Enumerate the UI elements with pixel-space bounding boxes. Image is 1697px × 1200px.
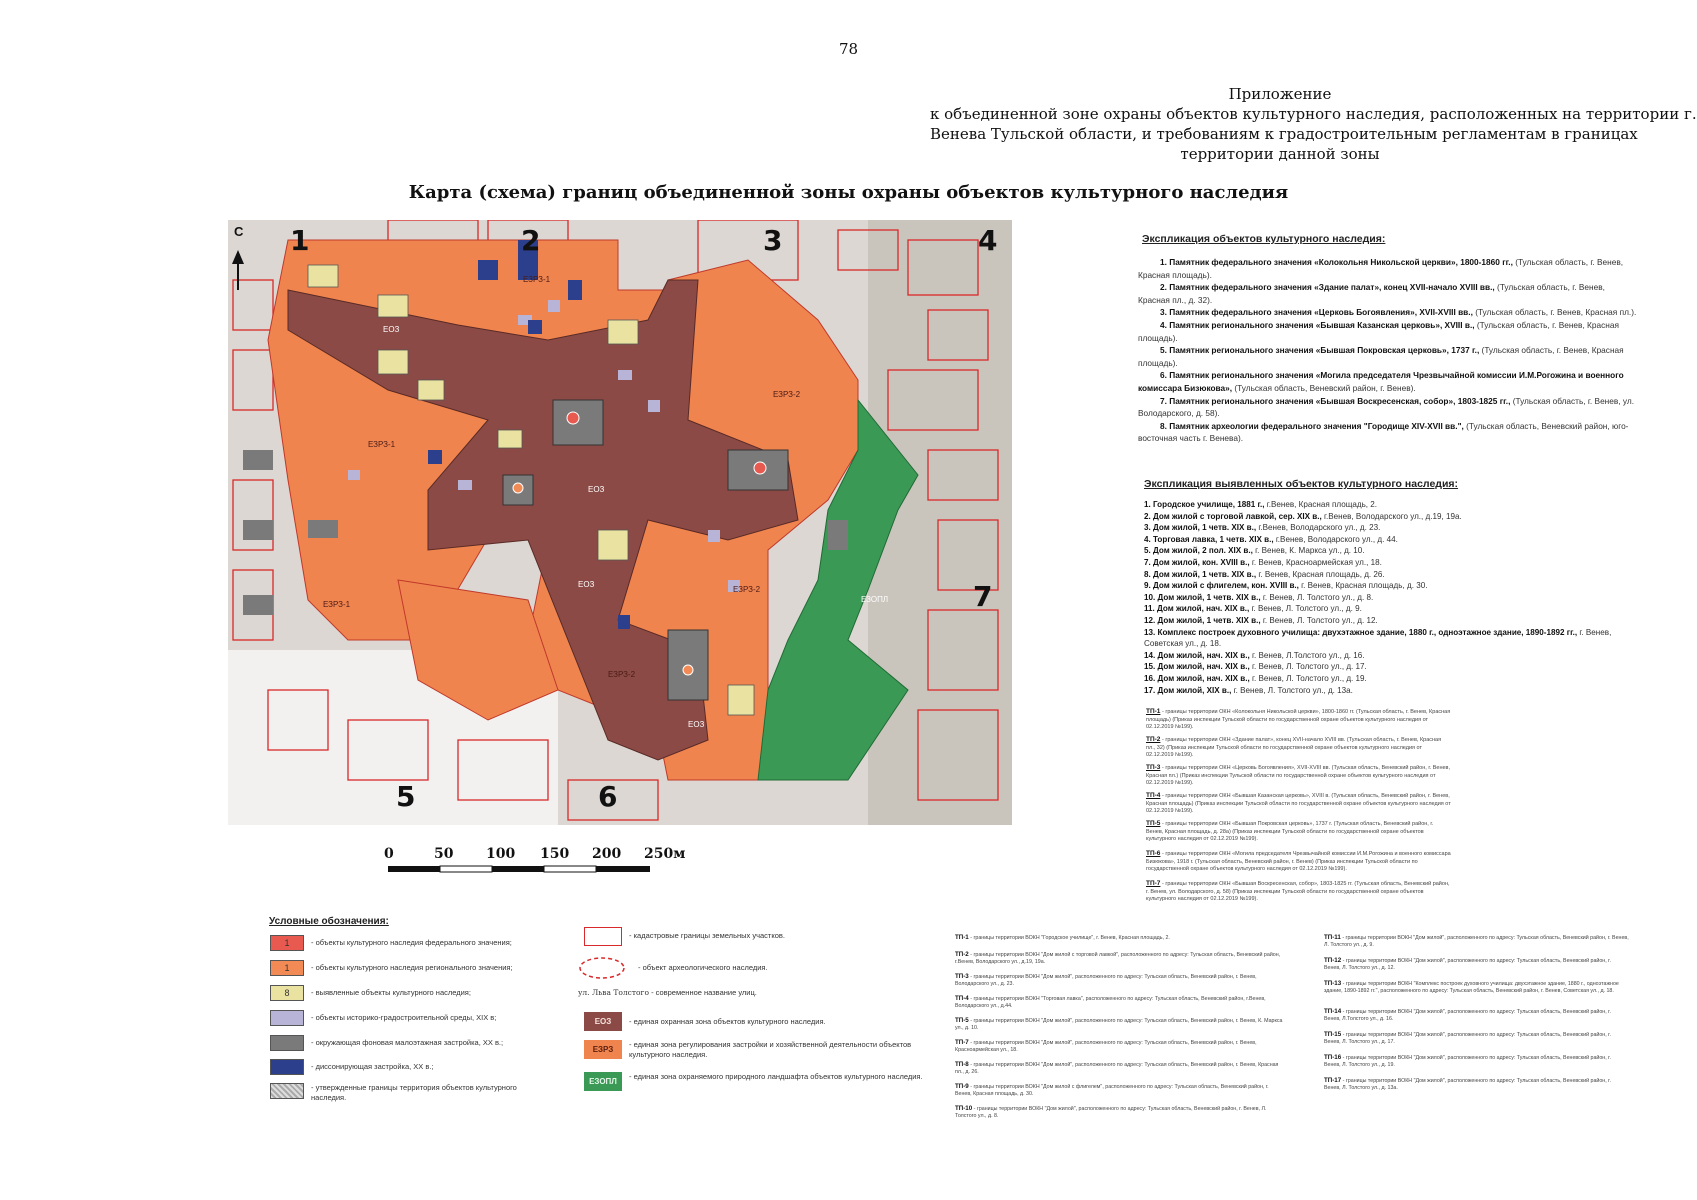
legend-text: - объект археологического наследия.	[638, 963, 768, 972]
item-title: 2. Памятник федерального значения «Здание палат», конец XVII-начало XVIII вв.,	[1160, 282, 1495, 293]
explication-item	[1144, 569, 1644, 581]
vokn-item	[955, 1017, 1285, 1032]
scale-label: 150	[540, 846, 570, 862]
explication-identified-list	[1144, 499, 1644, 696]
zone-label: ЕОЗ	[588, 485, 605, 494]
vokn-text: - границы территории ВОКН "Комплекс построек духовного училища: двухэтажное здание, 1880 г., одноэтажное здание, 1890-1892 гг.", расположенного по адресу: Тульская область, Веневский район, г. Венев, Советская ул., д. 18.	[1324, 981, 1619, 995]
tp-code: ТП-3	[1146, 764, 1161, 771]
vokn-text: - границы территории ВОКН "Дом жилой", расположенного по адресу: Тульская область, Веневский район, г. Венев, Володарского ул., д. 23.	[955, 974, 1257, 988]
item-title: 11. Дом жилой, нач. XIX в.,	[1144, 604, 1250, 614]
scale-label: 200	[592, 846, 622, 862]
tp-item	[1146, 792, 1451, 816]
scale-ruler	[384, 864, 654, 874]
tp-item	[1146, 880, 1451, 904]
item-detail: г. Венев, Л. Толстого ул., д. 19.	[1249, 673, 1367, 683]
scale-label: 50	[434, 846, 454, 862]
item-detail: (Тульская область, г. Венев, Красная площадь).	[1138, 257, 1624, 280]
item-detail: г.Венев, Красная площадь, 2.	[1264, 500, 1378, 509]
tp-text: - границы территории ОКН «Здание палат», конец XVII-начало XVIII вв. (Тульская область, г. Венев, Красная пл., 32) (Приказ инспекции Тульской области по государственной охране объектов культурного наследия от 02.12.2019 №199).	[1146, 737, 1442, 759]
item-title: 5. Памятник регионального значения «Бывшая Покровская церковь», 1737 г.,	[1160, 345, 1480, 356]
vokn-text: - границы территории ВОКН "Торговая лавка", расположенного по адресу: Тульская область, Веневский район, г.Венев, Володарского ул., д.44.	[955, 996, 1266, 1010]
item-title: 1. Городское училище, 1881 г.,	[1144, 500, 1265, 509]
vokn-text: - границы территории ВОКН "Дом жилой", расположенного по адресу: Тульская область, Веневский район, г. Венев, Л.Толстого ул., д. 16.	[1324, 1009, 1611, 1023]
vokn-item	[1324, 1008, 1629, 1023]
item-detail: (Тульская область, Веневский район, г. Венев).	[1232, 382, 1416, 393]
explication-item	[1144, 499, 1644, 511]
tp-text: - границы территории ОКН «Могила председателя Чрезвычайной комиссии И.М.Рогожина и военного комиссара Бизюкова», 1918 г. (Тульская область, Веневский район, г. Венев) (Приказ инспекции Тульской области по государственной охране объектов культурного наследия от 02.12.2019 №199).	[1146, 851, 1451, 873]
zone-label: ЕОЗ	[578, 580, 595, 589]
vokn-text: - границы территории ВОКН "Дом жилой", расположенного по адресу: Тульская область, Веневский район, г. Венев, Красная пл., д. 26.	[955, 1062, 1279, 1076]
item-detail: г. Венев, К. Маркса ул., д. 10.	[1252, 546, 1365, 556]
appendix-line: Приложение	[1228, 85, 1332, 103]
zone-label: ЕОЗ	[383, 325, 400, 334]
item-detail: г. Венев, Красная площадь, д. 26.	[1256, 569, 1385, 579]
tp-code: ТП-1	[1146, 708, 1161, 715]
item-title: 3. Дом жилой, 1 четв. XIX в.,	[1144, 523, 1257, 533]
legend-text: - окружающая фоновая малоэтажная застройка, XX в.;	[311, 1038, 504, 1047]
swatch-eoz: ЕОЗ	[584, 1012, 622, 1031]
vokn-item	[955, 1083, 1285, 1098]
legend-text: - утвержденные границы территория объектов культурного наследия.	[311, 1083, 517, 1102]
vokn-text: - границы территории ВОКН "Дом жилой", расположенного по адресу: Тульская область, Веневский район, г. Венев, Л. Толстого ул., д. 17.	[1324, 1032, 1611, 1046]
street-sample: ул. Льва Толстого	[578, 988, 649, 997]
explication-item	[1144, 522, 1644, 534]
tp-code: ТП-6	[1146, 850, 1161, 857]
vokn-code: ТП-9	[955, 1083, 969, 1090]
tp-item	[1146, 708, 1451, 732]
vokn-item	[1324, 934, 1629, 949]
tp-item	[1146, 850, 1451, 874]
legend-text: - кадастровые границы земельных участков.	[629, 931, 785, 940]
vokn-item	[955, 1061, 1285, 1076]
explication-item	[1138, 420, 1638, 445]
explication-item	[1144, 661, 1644, 673]
appendix-line: к объединенной зоне охраны объектов культурного наследия, расположенных на территории г.	[930, 105, 1697, 123]
vokn-code: ТП-1	[955, 934, 969, 941]
page-number: 78	[838, 40, 859, 58]
vokn-text: - границы территории ВОКН "Дом жилой", расположенного по адресу: Тульская область, Веневский район, г. Венев, Л. Толстого ул., д. 9.	[1324, 935, 1629, 949]
zone-label: ЕОЗ	[688, 720, 705, 729]
swatch-background	[270, 1035, 304, 1051]
tp-item	[1146, 820, 1451, 844]
explication-item	[1144, 650, 1644, 662]
vokn-code: ТП-5	[955, 1017, 969, 1024]
vokn-code: ТП-16	[1324, 1054, 1342, 1061]
swatch-archaeology	[578, 955, 626, 981]
explication-item	[1144, 580, 1644, 592]
legend-title: Условные обозначения:	[269, 916, 389, 927]
map-canvas[interactable]	[228, 220, 1012, 825]
explication-item	[1144, 627, 1644, 650]
explication-item	[1144, 615, 1644, 627]
item-detail: (Тульская область, г. Венев, ул. Володарского, д. 58).	[1138, 395, 1635, 419]
legend-text: - единая охранная зона объектов культурного наследия.	[629, 1017, 826, 1026]
item-detail: г.Венев, Володарского ул., д. 23.	[1256, 523, 1381, 533]
map-svg	[228, 220, 1012, 825]
item-title: 2. Дом жилой с торговой лавкой, сер. XIX в.,	[1144, 511, 1322, 521]
vokn-item	[955, 973, 1285, 988]
vokn-text: - границы территории ВОКН "Городское училище", г. Венев, Красная площадь, 2.	[970, 935, 1170, 941]
item-detail: (Тульская область, г. Венев, Красная площадь).	[1138, 345, 1624, 368]
explication-cultural-list	[1138, 256, 1638, 445]
swatch-regional: 1	[270, 960, 304, 976]
vokn-code: ТП-14	[1324, 1008, 1342, 1015]
grid-number: 5	[396, 780, 416, 813]
vokn-code: ТП-12	[1324, 957, 1342, 964]
item-title: 8. Памятник археологии федерального значения "Городище XIV-XVII вв.",	[1160, 420, 1464, 431]
scale-label: 100	[486, 846, 516, 862]
explication-item	[1144, 545, 1644, 557]
vokn-item	[955, 951, 1285, 966]
explication-cultural-title: Экспликация объектов культурного наследия:	[1142, 233, 1386, 245]
explication-item	[1144, 592, 1644, 604]
explication-item	[1144, 534, 1644, 546]
item-title: 6. Памятник регионального значения «Могила председателя Чрезвычайной комиссии И.М.Рогожина и военного комиссара Бизюкова»,	[1138, 370, 1624, 393]
explication-item	[1144, 685, 1644, 697]
item-title: 16. Дом жилой, нач. XIX в.,	[1144, 673, 1250, 683]
explication-item	[1138, 319, 1638, 344]
vokn-item	[955, 995, 1285, 1010]
vokn-text: - границы территории ВОКН "Дом жилой", расположенного по адресу: Тульская область, Веневский район, г. Венев, Л. Толстого ул., д. 19.	[1324, 1055, 1611, 1069]
vokn-item	[1324, 980, 1629, 995]
tp-code: ТП-7	[1146, 880, 1161, 887]
item-detail: г. Венев, Красная площадь, д. 30.	[1298, 581, 1428, 591]
item-detail: г. Венев, Л. Толстого ул., д. 17.	[1249, 662, 1367, 672]
vokn-code: ТП-10	[955, 1105, 973, 1112]
explication-item	[1138, 256, 1638, 281]
tp-item	[1146, 764, 1451, 788]
appendix-line: Венева Тульской области, и требованиям к градостроительным регламентам в границах	[930, 125, 1638, 143]
explication-item	[1144, 603, 1644, 615]
swatch-cadastral	[584, 927, 622, 946]
legend-text: - объекты историко-градостроительной среды, XIX в;	[311, 1013, 497, 1022]
tp-code: ТП-5	[1146, 820, 1161, 827]
explication-item	[1144, 557, 1644, 569]
item-detail: (Тульская область, г. Венев, Красная пл., д. 32).	[1138, 282, 1605, 305]
item-detail: (Тульская область, Веневский район, юго-восточная часть г. Венева).	[1138, 420, 1629, 444]
explication-item	[1144, 511, 1644, 523]
item-title: 9. Дом жилой с флигелем, кон. XVIII в.,	[1144, 581, 1299, 591]
tp-item	[1146, 736, 1451, 760]
vokn-text: - границы территории ВОКН "Дом жилой", расположенного по адресу: Тульская область, Веневский район, г. Венев, К. Маркса ул., д. 10.	[955, 1018, 1283, 1032]
grid-number: 4	[978, 224, 998, 257]
tp-text: - границы территории ОКН «Бывшая Воскресенская, собор», 1803-1825 гг. (Тульская область, Веневский район, г. Венев, ул. Володарского, д. 58) (Приказ инспекции Тульской области по государственной охране объектов культурного наследия от 02.12.2019 №199).	[1146, 881, 1450, 903]
vokn-item	[955, 1039, 1285, 1054]
legend-text: - диссонирующая застройка, XX в.;	[311, 1062, 434, 1071]
item-detail: г. Венев, Л.Толстого ул., д. 16.	[1249, 650, 1365, 660]
zone-label: ЕЗРЗ-1	[523, 275, 551, 284]
legend-text: - объекты культурного наследия регионального значения;	[311, 963, 513, 972]
vokn-item	[1324, 1077, 1629, 1092]
item-detail: г. Венев, Красноармейская ул., 18.	[1249, 557, 1382, 567]
item-detail: г. Венев, Л. Толстого ул., д. 9.	[1249, 604, 1362, 614]
vokn-code: ТП-2	[955, 951, 969, 958]
item-title: 10. Дом жилой, 1 четв. XIX в.,	[1144, 592, 1261, 602]
zone-label: ЕЗРЗ-1	[323, 600, 351, 609]
item-title: 7. Дом жилой, кон. XVIII в.,	[1144, 557, 1250, 567]
grid-number: 1	[290, 224, 310, 257]
item-title: 1. Памятник федерального значения «Колокольня Никольской церкви», 1800-1860 гг.,	[1160, 257, 1513, 267]
legend-text: - выявленные объекты культурного наследия;	[311, 988, 471, 997]
explication-item	[1138, 344, 1638, 369]
swatch-ezopl: ЕЗОПЛ	[584, 1072, 622, 1091]
swatch-federal: 1	[270, 935, 304, 951]
appendix-line: территории данной зоны	[1180, 145, 1380, 163]
vokn-code: ТП-17	[1324, 1077, 1342, 1084]
appendix-caption	[930, 84, 1697, 164]
zone-label: ЕЗРЗ-2	[773, 390, 801, 399]
item-detail: г.Венев, Володарского ул., д.19, 19а.	[1321, 511, 1462, 521]
tp-text: - границы территории ОКН «Бывшая Покровская церковь», 1737 г. (Тульская область, Веневский район, г. Венев, Красная площадь, д. 28а) (Приказ инспекции Тульской области по государственной охране объектов культурного наследия от 02.12.2019 №199).	[1146, 821, 1434, 843]
vokn-text: - границы территории ВОКН "Дом жилой", расположенного по адресу: Тульская область, Веневский район, г. Венев, Л. Толстого ул., д. 12.	[1324, 958, 1611, 972]
grid-number: 6	[598, 780, 618, 813]
swatch-dissonant	[270, 1059, 304, 1075]
vokn-item	[1324, 957, 1629, 972]
vokn-code: ТП-4	[955, 995, 969, 1002]
zone-label: ЕЗРЗ-1	[368, 440, 396, 449]
scale-bar	[384, 846, 694, 876]
explication-identified-title: Экспликация выявленных объектов культурного наследия:	[1144, 478, 1459, 490]
item-detail: (Тульская область, г. Венев, Красная площадь).	[1138, 319, 1619, 343]
tp-code: ТП-4	[1146, 792, 1161, 799]
legend-text: - единая зона охраняемого природного ландшафта объектов культурного наследия.	[629, 1072, 923, 1081]
legend-text: - объекты культурного наследия федерального значения;	[311, 938, 512, 947]
item-detail: г. Венев, Л. Толстого ул., д. 8.	[1260, 592, 1374, 602]
item-title: 14. Дом жилой, нач. XIX в.,	[1144, 650, 1250, 660]
item-detail: г. Венев, Советская ул., д. 18.	[1144, 627, 1612, 649]
vokn-text: - границы территории ВОКН "Дом жилой", расположенного по адресу: Тульская область, Веневский район, г. Венев, Красноармейская ул., 18.	[955, 1040, 1257, 1054]
item-detail: г. Венев, Л. Толстого ул., д. 13а.	[1231, 685, 1353, 695]
tp-code: ТП-2	[1146, 736, 1161, 743]
item-title: 8. Дом жилой, 1 четв. XIX в.,	[1144, 569, 1257, 579]
legend-text: - современное название улиц.	[651, 988, 757, 997]
item-detail: (Тульская область, г. Венев, Красная пл.).	[1472, 307, 1637, 318]
swatch-ezrz: ЕЗРЗ	[584, 1040, 622, 1059]
item-title: 7. Памятник регионального значения «Бывшая Воскресенская, собор», 1803-1825 гг.,	[1160, 395, 1511, 406]
item-title: 12. Дом жилой, 1 четв. XIX в.,	[1144, 615, 1261, 625]
swatch-historic	[270, 1010, 304, 1026]
vokn-code: ТП-7	[955, 1039, 969, 1046]
vokn-code: ТП-3	[955, 973, 969, 980]
item-title: 4. Памятник регионального значения «Бывшая Казанская церковь», XVIII в.,	[1160, 319, 1475, 330]
explication-item	[1138, 395, 1638, 420]
vokn-text: - границы территории ВОКН "Дом жилой с флигелем", расположенного по адресу: Тульская область, Веневский район, г. Венев, Красная площадь, д. 30.	[955, 1084, 1269, 1098]
vokn-item	[1324, 1031, 1629, 1046]
tp-text: - границы территории ОКН «Колокольня Никольской церкви», 1800-1860 гг. (Тульская область, г. Венев, Красная площадь) (Приказ инспекции Тульской области по государственной охране объектов культурного наследия от 02.12.2019 №199).	[1146, 709, 1451, 731]
explication-item	[1138, 281, 1638, 306]
scale-label: 250м	[644, 846, 686, 862]
vokn-code: ТП-13	[1324, 980, 1342, 987]
swatch-identified: 8	[270, 985, 304, 1001]
item-title: 13. Комплекс построек духовного училища: двухэтажное здание, 1880 г., одноэтажное здание, 1890-1892 гг.,	[1144, 627, 1578, 637]
legend-item-street	[578, 988, 757, 997]
scale-label: 0	[384, 846, 394, 862]
tp-text: - границы территории ОКН «Бывшая Казанская церковь», XVIII в. (Тульская область, Веневский район, г. Венев, Красная площадь) (Приказ инспекции Тульской области по государственной охране объектов культурного наследия от 02.12.2019 №199).	[1146, 793, 1451, 815]
explication-item	[1138, 306, 1638, 319]
item-title: 17. Дом жилой, XIX в.,	[1144, 685, 1232, 695]
map-title: Карта (схема) границ объединенной зоны охраны объектов культурного наследия	[408, 182, 1289, 203]
grid-number: 2	[521, 224, 541, 257]
grid-number: 3	[763, 224, 783, 257]
legend-text: - единая зона регулирования застройки и хозяйственной деятельности объектов культурного наследия.	[629, 1040, 912, 1059]
item-detail: г. Венев, Л. Толстого ул., д. 12.	[1260, 615, 1378, 625]
vokn-text: - границы территории ВОКН "Дом жилой с торговой лавкой", расположенного по адресу: Тульская область, Веневский район, г.Венев, Володарского ул., д.19, 19а.	[955, 952, 1281, 966]
legend-item-territory	[270, 1083, 540, 1109]
item-title: 15. Дом жилой, нач. XIX в.,	[1144, 662, 1250, 672]
item-detail: г.Венев, Володарского ул., д. 44.	[1273, 534, 1398, 544]
vokn-item	[955, 1105, 1285, 1120]
item-title: 3. Памятник федерального значения «Церковь Богоявления», XVII-XVIII вв.,	[1160, 307, 1473, 318]
vokn-code: ТП-8	[955, 1061, 969, 1068]
vokn-text: - границы территории ВОКН "Дом жилой", расположенного по адресу: Тульская область, Веневский район, г. Венев, Л. Толстого ул., д. 8.	[955, 1106, 1267, 1120]
vokn-code: ТП-15	[1324, 1031, 1342, 1038]
grid-number: 7	[973, 580, 993, 613]
item-title: 5. Дом жилой, 2 пол. XIX в.,	[1144, 546, 1253, 556]
tp-text: - границы территории ОКН «Церковь Богоявления», XVII-XVIII вв. (Тульская область, Веневский район, г. Венев, Красная пл.) (Приказ инспекции Тульской области по государственной охране объектов культурного наследия от 02.12.2019 №199).	[1146, 765, 1450, 787]
zone-label: ЕЗРЗ-2	[608, 670, 636, 679]
zone-label: ЕЗРЗ-2	[733, 585, 761, 594]
vokn-code: ТП-11	[1324, 934, 1341, 941]
explication-item	[1144, 673, 1644, 685]
vokn-item	[1324, 1054, 1629, 1069]
item-title: 4. Торговая лавка, 1 четв. XIX в.,	[1144, 534, 1274, 544]
explication-item	[1138, 369, 1638, 394]
vokn-text: - границы территории ВОКН "Дом жилой", расположенного по адресу: Тульская область, Веневский район, г. Венев, Л. Толстого ул., д. 13а.	[1324, 1078, 1611, 1092]
swatch-territory	[270, 1083, 304, 1099]
north-label: С	[234, 224, 244, 239]
zone-label: ЕЗОПЛ	[861, 595, 889, 604]
vokn-item	[955, 934, 1285, 942]
